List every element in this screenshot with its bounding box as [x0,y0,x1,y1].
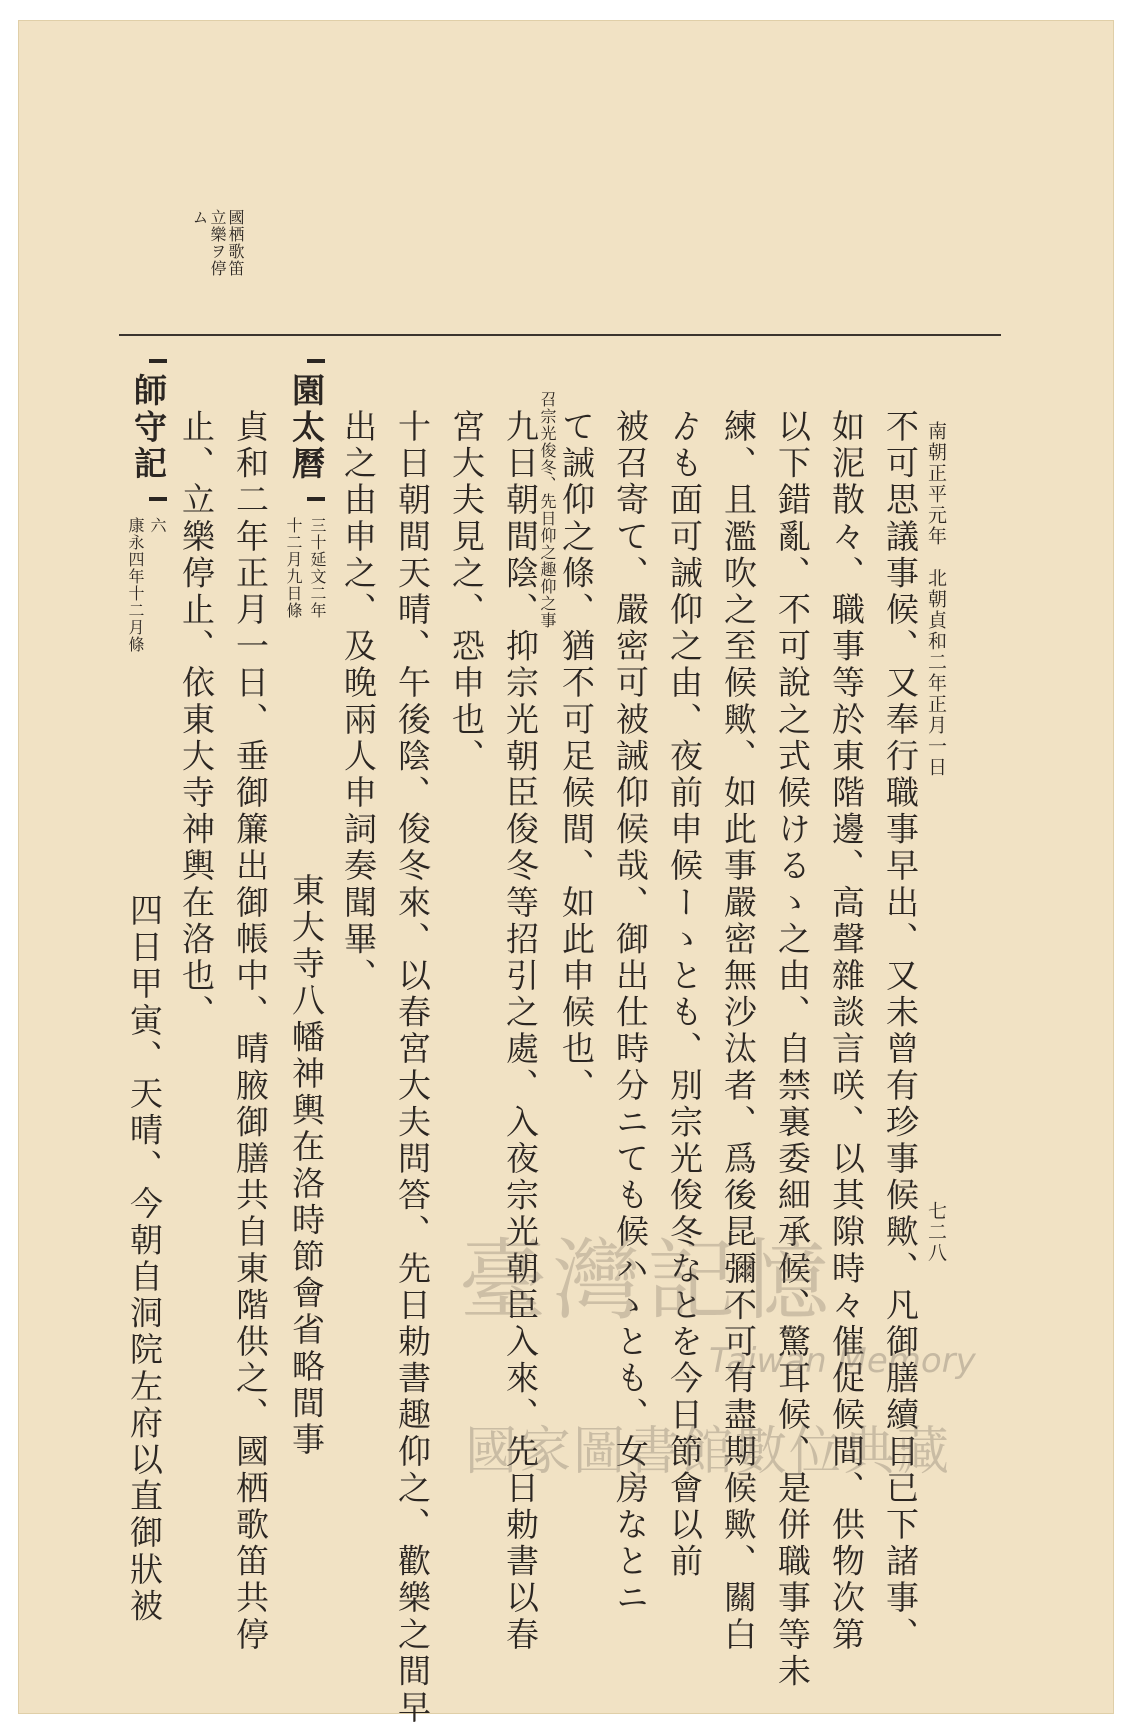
body-line: て誡仰之條、猶不可足候間、如此申候也、 [557,409,596,1105]
entry-date: 康永四年十二月條 [126,517,145,653]
horizontal-rule [119,334,1001,336]
body-line: 不可思議事候、又奉行職事早出、又未曾有珍事候歟、凡御膳續目已下諸事、 [881,409,920,1654]
source-bracket-bottom [307,497,325,501]
entry-date: 六 [148,517,167,534]
entry-date: 十二月九日條 [284,517,303,619]
body-interlinear-note: 召宗光俊冬、先日仰之趣仰之事 [538,391,557,629]
body-line: 九日朝間陰、抑宗光朝臣俊冬等招引之處、入夜宗光朝臣入來、先日勅書以春 [501,409,540,1654]
margin-note-line: 立樂ヲ停 [208,209,227,277]
body-line: 練、且濫吹之至候歟、如此事嚴密無沙汰者、爲後昆彌不可有盡期候歟、關白 [719,409,758,1654]
body-line: 止、立樂停止、依東大寺神輿在洛也、 [177,409,216,1032]
running-title: 南朝正平元年 北朝貞和二年正月一日 [925,421,947,778]
source-bracket-bottom [149,497,167,501]
entry-text: 四日甲寅、天晴、今朝自洞院左府以直御狀被 [125,893,164,1625]
source-title: 園太曆 [287,373,326,483]
watermark-label: 國家圖書館數位典藏 [465,1422,952,1482]
body-line: 以下錯亂、不可說之式候けるゝ之由、自禁裏委細承候、驚耳候、是併職事等未 [773,409,812,1690]
margin-note-line: ム [190,209,209,226]
watermark-latin: Taiwan Memory [709,1341,976,1381]
body-line: ゟも面可誡仰之由、夜前申候ーゝとも、別宗光俊冬なとを今日節會以前 [665,409,704,1581]
source-bracket-top [149,359,167,363]
document-page [18,20,1114,1727]
body-line: 出之由申之、及晚兩人申詞奏聞畢、 [339,409,378,995]
source-title: 師守記 [129,373,168,483]
body-line: 被召寄て、嚴密可被誡仰候哉、御出仕時分ニても候ハゝとも、女房なとニ [611,409,650,1617]
body-line: 十日朝間天晴、午後陰、俊冬來、以春宮大夫問答、先日勅書趣仰之、歡樂之間早 [393,409,432,1727]
page-number: 七二八 [925,1201,947,1264]
watermark-script: 臺灣記憶 [459,1229,836,1332]
margin-note-line: 國栖歌笛 [226,209,245,277]
body-line: 如泥散々、職事等於東階邊、高聲雜談言咲、以其隙時々催促候間、供物次第 [827,409,866,1654]
entry-heading: 東大寺八幡神輿在洛時節會省略間事 [287,873,326,1459]
source-bracket-top [307,359,325,363]
body-line: 宮大夫見之、恐申也、 [447,409,486,775]
body-line: 貞和二年正月一日、垂御簾出御帳中、晴腋御膳共自東階供之、國栖歌笛共停 [231,409,270,1654]
entry-date: 三十延文二年 [308,517,327,619]
